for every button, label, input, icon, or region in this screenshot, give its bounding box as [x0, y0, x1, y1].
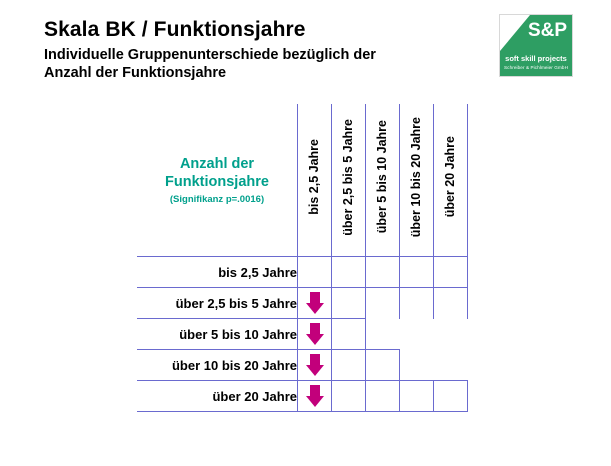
column-header-label: über 10 bis 20 Jahre: [409, 116, 424, 238]
table-row: [137, 350, 468, 381]
column-header-4: [400, 104, 434, 257]
comparison-matrix: [137, 104, 468, 412]
cell-r3c2: [332, 319, 366, 350]
cell-r5c1: [298, 381, 332, 412]
cell-r2c5: [434, 288, 468, 319]
arrow-down-icon: [306, 385, 324, 407]
cell-r4c4: [400, 350, 434, 381]
cell-r3c5: [434, 319, 468, 350]
logo-inner: [500, 15, 572, 76]
matrix-table: [137, 104, 468, 412]
header-block: [44, 18, 484, 82]
cell-r5c5: [434, 381, 468, 412]
table-row: [137, 288, 468, 319]
logo-tagline: soft skill projects: [505, 54, 567, 63]
column-header-label: über 5 bis 10 Jahre: [375, 120, 390, 234]
cell-r4c3: [366, 350, 400, 381]
column-header-label: bis 2,5 Jahre: [307, 139, 322, 215]
column-header-2: [332, 104, 366, 257]
cell-r1c5: [434, 257, 468, 288]
row-header-2: über 2,5 bis 5 Jahre: [137, 288, 298, 319]
cell-r5c4: [400, 381, 434, 412]
cell-r4c2: [332, 350, 366, 381]
cell-r3c4: [400, 319, 434, 350]
arrow-down-icon: [306, 292, 324, 314]
cell-r3c1: [298, 319, 332, 350]
significance-note: (Signifikanz p=.0016): [169, 193, 265, 205]
column-header-1: [298, 104, 332, 257]
row-header-5: über 20 Jahre: [137, 381, 298, 412]
column-header-label: über 20 Jahre: [443, 136, 458, 218]
cell-r5c2: [332, 381, 366, 412]
cell-r1c1: [298, 257, 332, 288]
logo-monogram: S&P: [528, 20, 568, 41]
cell-r2c1: [298, 288, 332, 319]
page-subtitle-line-1: Individuelle Gruppenunterschiede bezüglich der: [44, 47, 376, 64]
cell-r2c2: [332, 288, 366, 319]
row-header-1: bis 2,5 Jahre: [137, 257, 298, 288]
cell-r2c3: [366, 288, 400, 319]
table-row: [137, 319, 468, 350]
arrow-head: [306, 303, 324, 314]
cell-r1c3: [366, 257, 400, 288]
row-header-3: über 5 bis 10 Jahre: [137, 319, 298, 350]
row-header-4: über 10 bis 20 Jahre: [137, 350, 298, 381]
page-subtitle: [44, 46, 484, 82]
column-header-5: [434, 104, 468, 257]
arrow-down-icon: [306, 354, 324, 376]
arrow-down-icon: [306, 323, 324, 345]
logo-wedge-shape: [500, 15, 530, 51]
cell-r1c4: [400, 257, 434, 288]
cell-r3c3: [366, 319, 400, 350]
matrix-header-row: [137, 104, 468, 257]
cell-r4c5: [434, 350, 468, 381]
arrow-head: [306, 365, 324, 376]
table-row: [137, 381, 468, 412]
column-header-3: [366, 104, 400, 257]
company-logo: [499, 14, 573, 77]
arrow-head: [306, 334, 324, 345]
matrix-corner-label: [137, 104, 298, 257]
page-subtitle-line-2: Anzahl der Funktionsjahre: [44, 65, 227, 82]
logo-company-name: Schreiber & Pichlmeier GmbH: [504, 65, 568, 70]
cell-r5c3: [366, 381, 400, 412]
table-row: [137, 257, 468, 288]
cell-r1c2: [332, 257, 366, 288]
column-header-label: über 2,5 bis 5 Jahre: [341, 118, 356, 236]
arrow-head: [306, 396, 324, 407]
page-title: Skala BK / Funktionsjahre: [44, 18, 306, 41]
cell-r2c4: [400, 288, 434, 319]
cell-r4c1: [298, 350, 332, 381]
corner-label-line-1: Anzahl der: [179, 155, 255, 172]
corner-label-line-2: Funktionsjahre: [165, 173, 269, 190]
